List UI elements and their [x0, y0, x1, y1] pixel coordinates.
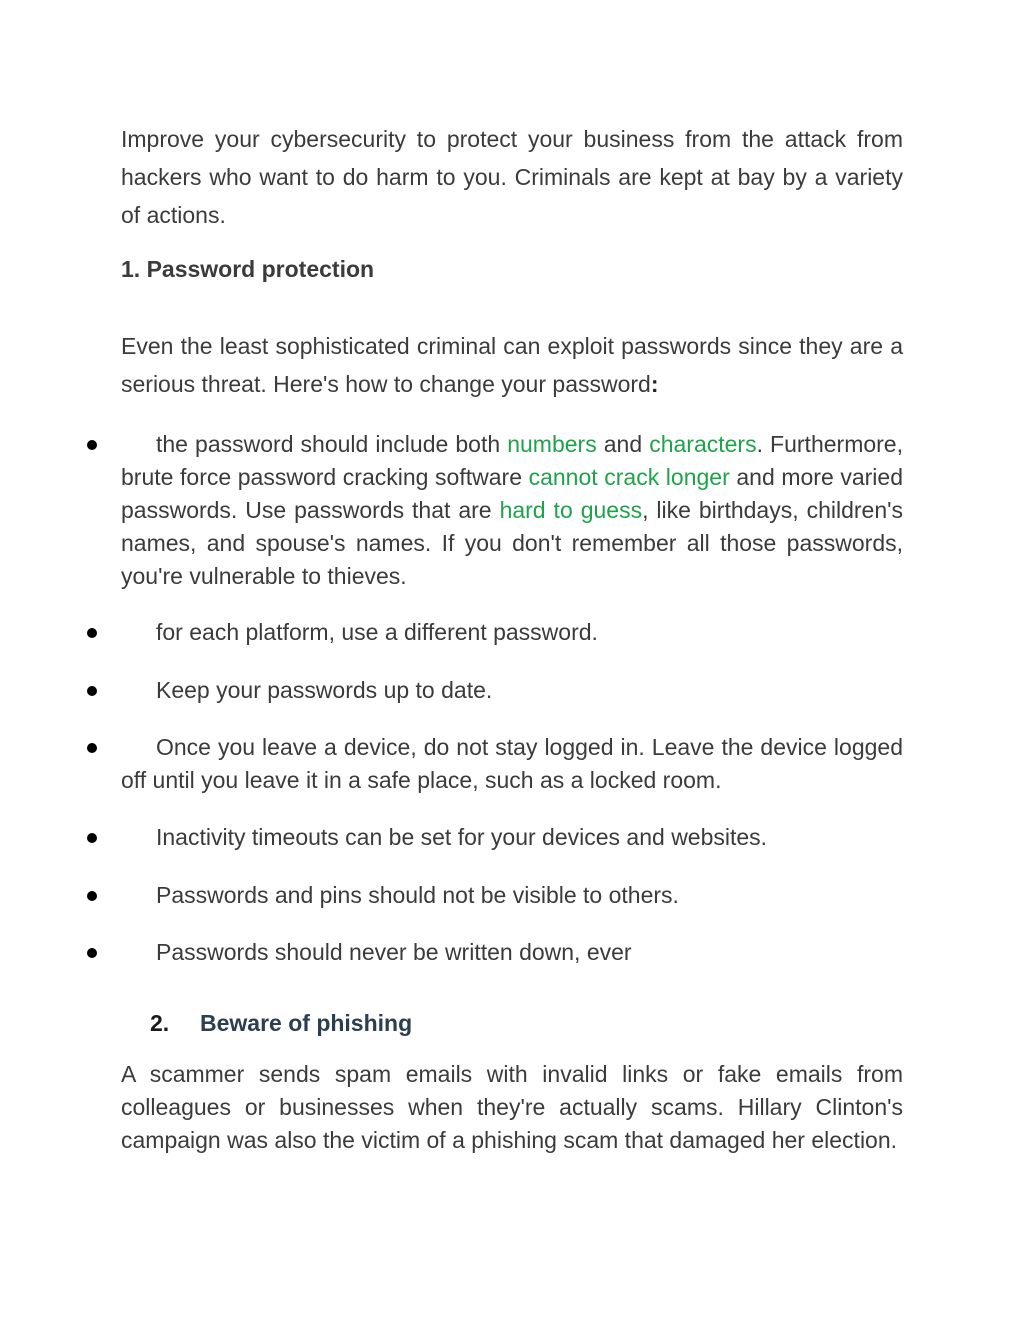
bullet-dot-icon [87, 686, 97, 696]
bullet-item [121, 936, 903, 969]
section-1-paragraph [121, 327, 903, 403]
bullet-dot-icon [87, 833, 97, 843]
section-2-paragraph: A scammer sends spam emails with invalid links or fake emails from colleagues or businesses when they're actually scams. Hillary Clinton's campaign was also the victim of a phishing scam that damaged her election. [121, 1061, 903, 1153]
bullet-text: . Furthermore, brute force password cracking software [121, 431, 903, 490]
bullet-text: the password should include both [156, 431, 508, 457]
bullet-dot-icon [87, 440, 97, 450]
bullet-item [121, 879, 903, 912]
bullet-text: and [596, 431, 650, 457]
section-2-number: 2. [150, 1010, 170, 1036]
bullet-text: Passwords should never be written down, ever [156, 939, 632, 965]
bullet-text: for each platform, use a different password. [156, 619, 598, 645]
intro-paragraph: Improve your cybersecurity to protect your business from the attack from hackers who want to do harm to you. Criminals are kept at bay by a variety of actions. [121, 126, 903, 228]
bullet-item [121, 821, 903, 854]
bullet-text: and more varied passwords. Use passwords that are [121, 464, 903, 523]
bullet-dot-icon [87, 891, 97, 901]
link-hard-to-guess[interactable]: hard to guess [499, 497, 643, 523]
bullet-text: Inactivity timeouts can be set for your devices and websites. [156, 824, 768, 850]
link-characters[interactable]: characters [649, 431, 757, 457]
section-1-paragraph-colon: : [650, 371, 659, 397]
bullet-text: Once you leave a device, do not stay logged in. Leave the device logged off until you leave it in a safe place, such as a locked room. [121, 734, 903, 793]
section-2-heading [150, 1008, 412, 1038]
bullet-text: Keep your passwords up to date. [156, 677, 493, 703]
bullet-dot-icon [87, 743, 97, 753]
section-2-title: Beware of phishing [200, 1010, 413, 1036]
section-1-heading: 1. Password protection [121, 256, 375, 282]
bullet-dot-icon [87, 628, 97, 638]
bullet-item [121, 616, 903, 649]
link-numbers[interactable]: numbers [507, 431, 597, 457]
bullet-dot-icon [87, 948, 97, 958]
bullet-text: Passwords and pins should not be visible to others. [156, 882, 679, 908]
section-1-paragraph-text: Even the least sophisticated criminal can exploit passwords since they are a serious threat. Here's how to change your password [121, 333, 903, 397]
bullet-item [121, 674, 903, 707]
bullet-text: , like birthdays, children's names, and spouse's names. If you don't remember all those passwords, you're vulnerable to thieves. [121, 497, 904, 589]
bullet-item [121, 428, 903, 593]
bullet-item [121, 731, 903, 797]
link-cannot-crack-longer[interactable]: cannot crack longer [528, 464, 730, 490]
